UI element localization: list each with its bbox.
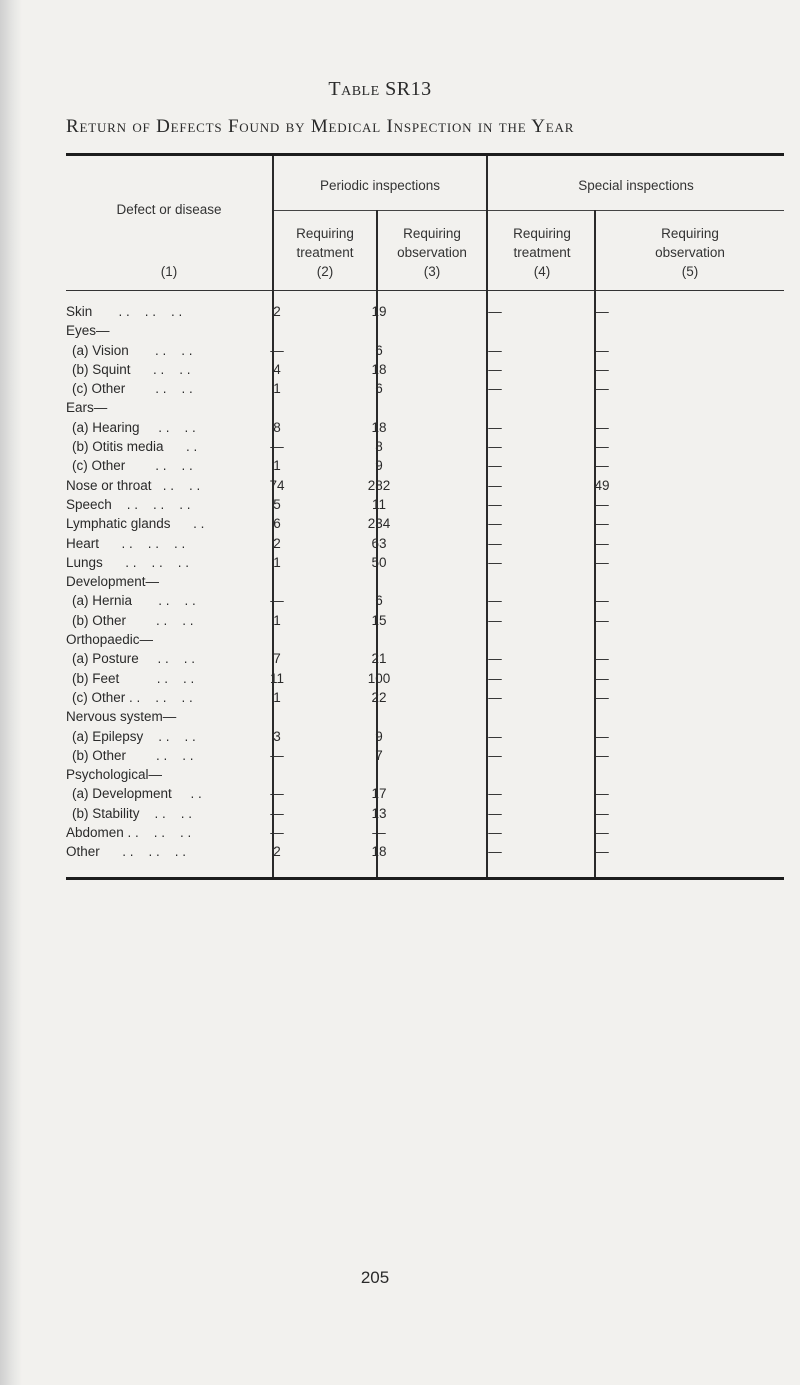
cell-periodic-treatment: 2 bbox=[273, 844, 281, 860]
cell-periodic-observation: 9 bbox=[375, 728, 383, 744]
table-subtitle: Return of Defects Found by Medical Inspection in the Year bbox=[66, 116, 575, 137]
table-row bbox=[66, 823, 784, 842]
cell-special-observation: — bbox=[595, 651, 609, 667]
cell-special-treatment: — bbox=[488, 593, 502, 609]
cell-periodic-treatment: 3 bbox=[273, 728, 281, 744]
row-label: (c) Other . . . . bbox=[72, 458, 193, 474]
cell-special-treatment: — bbox=[488, 342, 502, 358]
cell-special-observation: — bbox=[595, 381, 609, 397]
table-body bbox=[66, 302, 784, 862]
header-col3-line1: Requiring bbox=[403, 226, 461, 241]
header-rule bbox=[66, 290, 784, 291]
cell-special-observation: — bbox=[595, 670, 609, 686]
cell-periodic-treatment: 6 bbox=[273, 516, 281, 532]
cell-special-treatment: — bbox=[488, 458, 502, 474]
cell-periodic-observation: 282 bbox=[367, 477, 391, 493]
cell-periodic-treatment: 11 bbox=[269, 670, 284, 686]
table-row bbox=[66, 804, 784, 823]
row-label: Skin . . . . . . bbox=[66, 304, 183, 319]
header-col5 bbox=[596, 224, 784, 281]
table-row bbox=[66, 302, 784, 321]
cell-special-treatment: — bbox=[488, 670, 502, 686]
cell-special-treatment: — bbox=[488, 361, 502, 377]
cell-periodic-observation: — bbox=[372, 825, 386, 841]
table-row bbox=[66, 784, 784, 803]
cell-special-observation: — bbox=[595, 304, 609, 319]
cell-periodic-observation: 19 bbox=[371, 304, 387, 319]
cell-periodic-observation: 6 bbox=[375, 342, 383, 358]
cell-periodic-treatment: 7 bbox=[273, 651, 281, 667]
header-col2 bbox=[274, 224, 376, 281]
cell-special-observation: 49 bbox=[594, 477, 610, 493]
cell-periodic-observation: 234 bbox=[367, 516, 391, 532]
cell-periodic-treatment: — bbox=[270, 593, 284, 609]
cell-special-observation: — bbox=[595, 496, 609, 512]
row-label: Nose or throat . . . . bbox=[66, 477, 201, 493]
cell-periodic-observation: 100 bbox=[367, 670, 391, 686]
cell-special-treatment: — bbox=[488, 689, 502, 705]
table-row bbox=[66, 765, 784, 784]
cell-periodic-observation: 15 bbox=[371, 612, 387, 628]
cell-periodic-observation: 63 bbox=[371, 535, 387, 551]
table-row bbox=[66, 572, 784, 591]
header-col5-line1: Requiring bbox=[661, 226, 719, 241]
row-label: (b) Feet . . . . bbox=[72, 670, 195, 686]
table-row bbox=[66, 534, 784, 553]
row-label: Orthopaedic— bbox=[66, 632, 154, 648]
cell-periodic-treatment: — bbox=[270, 747, 284, 763]
cell-periodic-treatment: 1 bbox=[273, 381, 281, 397]
cell-periodic-observation: 6 bbox=[375, 593, 383, 609]
header-col4-line2: treatment bbox=[513, 245, 571, 260]
cell-special-treatment: — bbox=[488, 535, 502, 551]
header-subrule-special bbox=[488, 210, 784, 211]
cell-special-observation: — bbox=[595, 419, 609, 435]
header-col2-number: (2) bbox=[316, 264, 334, 279]
cell-periodic-treatment: — bbox=[270, 825, 284, 841]
row-label: Abdomen . . . . . . bbox=[66, 825, 192, 841]
cell-periodic-treatment: — bbox=[270, 805, 284, 821]
header-col3-number: (3) bbox=[423, 264, 441, 279]
page-number: 205 bbox=[360, 1268, 390, 1287]
cell-special-treatment: — bbox=[488, 825, 502, 841]
cell-special-treatment: — bbox=[488, 786, 502, 802]
top-rule bbox=[66, 153, 784, 156]
header-col3-line2: observation bbox=[397, 245, 467, 260]
row-label: (b) Squint . . . . bbox=[72, 361, 191, 377]
row-label: Ears— bbox=[66, 400, 108, 416]
table-row bbox=[66, 418, 784, 437]
cell-special-treatment: — bbox=[488, 728, 502, 744]
cell-special-observation: — bbox=[595, 728, 609, 744]
cell-special-observation: — bbox=[595, 516, 609, 532]
table-row bbox=[66, 514, 784, 533]
table-row bbox=[66, 727, 784, 746]
cell-special-treatment: — bbox=[488, 612, 502, 628]
header-subrule-periodic bbox=[274, 210, 486, 211]
cell-special-treatment: — bbox=[488, 419, 502, 435]
cell-special-observation: — bbox=[595, 458, 609, 474]
cell-special-treatment: — bbox=[488, 844, 502, 860]
cell-periodic-treatment: 8 bbox=[273, 419, 281, 435]
cell-periodic-observation: 50 bbox=[371, 554, 387, 570]
row-label: Development— bbox=[66, 574, 160, 590]
cell-periodic-treatment: 1 bbox=[273, 554, 281, 570]
row-label: (a) Vision . . . . bbox=[72, 342, 193, 358]
cell-periodic-treatment: 5 bbox=[273, 496, 281, 512]
table-row bbox=[66, 611, 784, 630]
table-row bbox=[66, 553, 784, 572]
cell-periodic-observation: 6 bbox=[375, 381, 383, 397]
cell-periodic-observation: 17 bbox=[371, 786, 387, 802]
book-spine-shadow bbox=[0, 0, 22, 1385]
cell-special-treatment: — bbox=[488, 651, 502, 667]
table-title: Table SR13 bbox=[328, 78, 432, 100]
table-row bbox=[66, 360, 784, 379]
cell-special-observation: — bbox=[595, 342, 609, 358]
table-row bbox=[66, 321, 784, 340]
cell-special-observation: — bbox=[595, 439, 609, 455]
cell-special-observation: — bbox=[595, 805, 609, 821]
row-label: Psychological— bbox=[66, 767, 163, 783]
header-col4 bbox=[488, 224, 596, 281]
header-col5-line2: observation bbox=[655, 245, 725, 260]
row-label: (a) Posture . . . . bbox=[72, 651, 196, 667]
header-periodic-inspections: Periodic inspections bbox=[319, 178, 441, 193]
cell-periodic-observation: 18 bbox=[371, 844, 387, 860]
table-row bbox=[66, 379, 784, 398]
cell-special-treatment: — bbox=[488, 516, 502, 532]
cell-special-observation: — bbox=[595, 554, 609, 570]
cell-periodic-treatment: 2 bbox=[273, 535, 281, 551]
cell-special-treatment: — bbox=[488, 381, 502, 397]
table-row bbox=[66, 437, 784, 456]
cell-periodic-treatment: 2 bbox=[273, 304, 281, 319]
row-label: Lungs . . . . . . bbox=[66, 554, 190, 570]
row-label: Lymphatic glands . . bbox=[66, 516, 205, 532]
row-label: (b) Otitis media . . bbox=[72, 439, 198, 455]
cell-special-observation: — bbox=[595, 535, 609, 551]
cell-special-treatment: — bbox=[488, 747, 502, 763]
cell-periodic-treatment: — bbox=[270, 342, 284, 358]
row-label: (c) Other . . . . . . bbox=[72, 689, 193, 705]
cell-special-observation: — bbox=[595, 786, 609, 802]
header-col4-line1: Requiring bbox=[513, 226, 571, 241]
header-defect-or-disease: Defect or disease bbox=[116, 202, 222, 217]
row-label: (b) Other . . . . bbox=[72, 612, 194, 628]
header-col3 bbox=[378, 224, 486, 281]
cell-special-treatment: — bbox=[488, 439, 502, 455]
cell-periodic-treatment: 4 bbox=[273, 361, 281, 377]
bottom-rule bbox=[66, 877, 784, 880]
row-label: Heart . . . . . . bbox=[66, 535, 186, 551]
table-row bbox=[66, 456, 784, 475]
cell-periodic-treatment: 1 bbox=[273, 689, 281, 705]
row-label: Speech . . . . . . bbox=[66, 496, 191, 512]
cell-special-observation: — bbox=[595, 361, 609, 377]
table-row bbox=[66, 495, 784, 514]
table-row bbox=[66, 649, 784, 668]
table-row bbox=[66, 746, 784, 765]
cell-special-observation: — bbox=[595, 825, 609, 841]
cell-periodic-observation: 7 bbox=[375, 747, 383, 763]
cell-periodic-observation: 22 bbox=[371, 689, 387, 705]
table-row bbox=[66, 669, 784, 688]
header-special-inspections: Special inspections bbox=[578, 178, 694, 193]
cell-special-observation: — bbox=[595, 689, 609, 705]
header-col4-number: (4) bbox=[533, 264, 551, 279]
cell-special-observation: — bbox=[595, 612, 609, 628]
row-label: (a) Development . . bbox=[72, 786, 202, 802]
row-label: (c) Other . . . . bbox=[72, 381, 193, 397]
cell-periodic-observation: 13 bbox=[371, 805, 387, 821]
cell-special-observation: — bbox=[595, 747, 609, 763]
table-row bbox=[66, 688, 784, 707]
cell-periodic-observation: 9 bbox=[375, 458, 383, 474]
cell-special-observation: — bbox=[595, 844, 609, 860]
cell-periodic-treatment: 74 bbox=[269, 477, 285, 493]
cell-periodic-observation: 18 bbox=[371, 361, 387, 377]
row-label: (a) Hearing . . . . bbox=[72, 419, 196, 435]
cell-periodic-treatment: 1 bbox=[273, 612, 281, 628]
table-row bbox=[66, 842, 784, 861]
row-label: (b) Other . . . . bbox=[72, 747, 194, 763]
table-row bbox=[66, 398, 784, 417]
table-row bbox=[66, 707, 784, 726]
header-col2-line2: treatment bbox=[296, 245, 354, 260]
row-label: (a) Hernia . . . . bbox=[72, 593, 196, 609]
table-row bbox=[66, 476, 784, 495]
cell-special-treatment: — bbox=[488, 554, 502, 570]
row-label: Nervous system— bbox=[66, 709, 177, 725]
table-row bbox=[66, 341, 784, 360]
row-label: (a) Epilepsy . . . . bbox=[72, 728, 196, 744]
cell-special-treatment: — bbox=[488, 805, 502, 821]
row-label: Other . . . . . . bbox=[66, 844, 187, 860]
cell-periodic-observation: 11 bbox=[371, 496, 386, 512]
cell-periodic-treatment: — bbox=[270, 786, 284, 802]
row-label: Eyes— bbox=[66, 323, 110, 339]
row-label: (b) Stability . . . . bbox=[72, 805, 193, 821]
cell-periodic-observation: 18 bbox=[371, 419, 387, 435]
cell-special-treatment: — bbox=[488, 496, 502, 512]
header-col5-number: (5) bbox=[681, 264, 699, 279]
cell-special-treatment: — bbox=[488, 304, 502, 319]
header-col2-line1: Requiring bbox=[296, 226, 354, 241]
cell-periodic-observation: 21 bbox=[371, 651, 387, 667]
cell-special-observation: — bbox=[595, 593, 609, 609]
cell-periodic-treatment: — bbox=[270, 439, 284, 455]
table-row bbox=[66, 630, 784, 649]
cell-periodic-observation: 8 bbox=[375, 439, 383, 455]
header-col1-number: (1) bbox=[160, 264, 178, 279]
cell-periodic-treatment: 1 bbox=[273, 458, 281, 474]
cell-special-treatment: — bbox=[488, 477, 502, 493]
table-row bbox=[66, 591, 784, 610]
